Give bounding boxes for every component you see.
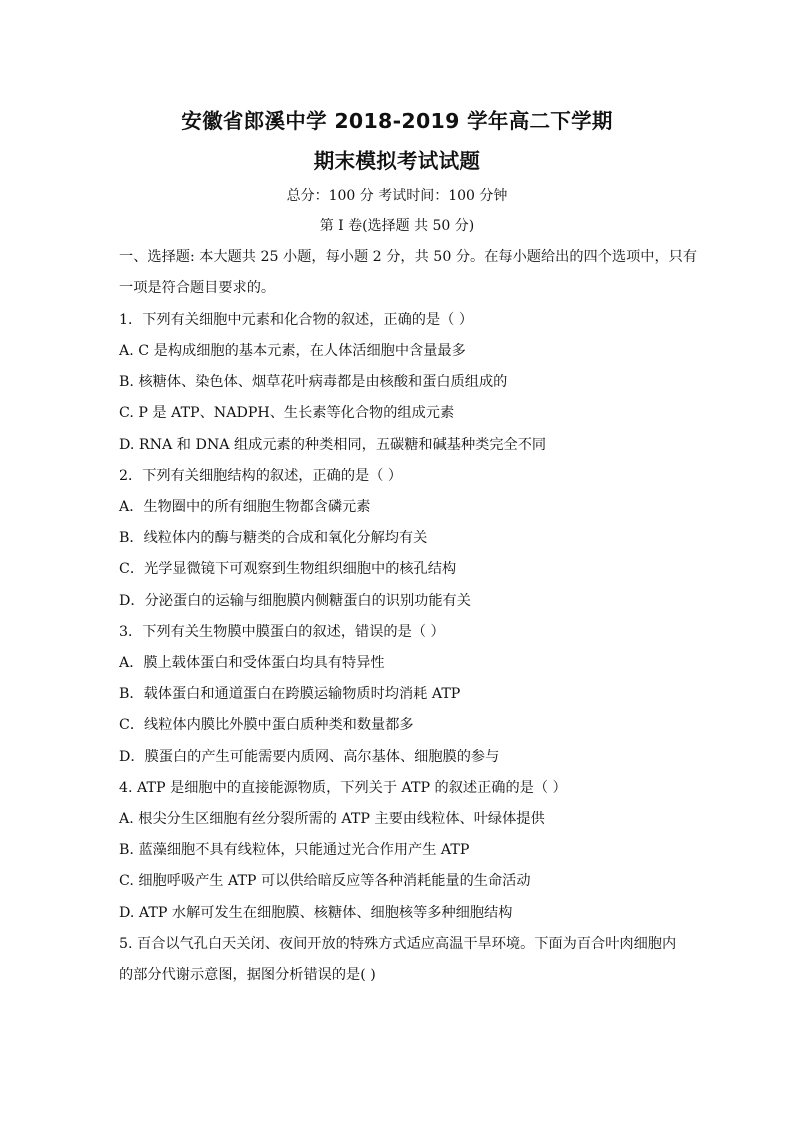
exam-info: 总分：100 分 考试时间：100 分钟 bbox=[286, 188, 508, 204]
option-b: B. 核糖体、染色体、烟草花叶病毒都是由核酸和蛋白质组成的 bbox=[119, 374, 508, 390]
question-stem: 2．下列有关细胞结构的叙述，正确的是（ ） bbox=[119, 468, 403, 484]
question-stem-continued: 的部分代谢示意图，据图分析错误的是( ) bbox=[119, 967, 376, 983]
option-c: C．线粒体内膜比外膜中蛋白质种类和数量都多 bbox=[119, 717, 414, 733]
question-stem: 1．下列有关细胞中元素和化合物的叙述，正确的是（ ） bbox=[119, 312, 474, 328]
exam-subtitle: 期末模拟考试试题 bbox=[313, 149, 481, 173]
option-d: D．膜蛋白的产生可能需要内质网、高尔基体、细胞膜的参与 bbox=[119, 749, 500, 765]
option-d: D. RNA 和 DNA 组成元素的种类相同，五碳糖和碱基种类完全不同 bbox=[119, 437, 547, 453]
question-stem: 3．下列有关生物膜中膜蛋白的叙述，错误的是（ ） bbox=[119, 624, 445, 640]
option-a: A．生物圈中的所有细胞生物都含磷元素 bbox=[119, 499, 371, 515]
option-b: B. 蓝藻细胞不具有线粒体，只能通过光合作用产生 ATP bbox=[119, 842, 470, 858]
option-a: A．膜上载体蛋白和受体蛋白均具有特异性 bbox=[119, 655, 385, 671]
option-b: B．线粒体内的酶与糖类的合成和氧化分解均有关 bbox=[119, 530, 428, 546]
instructions-line: 一项是符合题目要求的。 bbox=[119, 280, 276, 296]
option-a: A. 根尖分生区细胞有丝分裂所需的 ATP 主要由线粒体、叶绿体提供 bbox=[119, 811, 545, 827]
exam-title: 安徽省郎溪中学 2018-2019 学年高二下学期 bbox=[181, 109, 613, 133]
option-c: C. P 是 ATP、NADPH、生长素等化合物的组成元素 bbox=[119, 405, 455, 421]
option-d: D. ATP 水解可发生在细胞膜、核糖体、细胞核等多种细胞结构 bbox=[119, 905, 513, 921]
question-stem: 4. ATP 是细胞中的直接能源物质，下列关于 ATP 的叙述正确的是（ ） bbox=[119, 780, 567, 796]
question-stem: 5. 百合以气孔白天关闭、夜间开放的特殊方式适应高温干旱环境。下面为百合叶肉细胞内 bbox=[119, 936, 677, 952]
option-d: D．分泌蛋白的运输与细胞膜内侧糖蛋白的识别功能有关 bbox=[119, 593, 471, 609]
instructions-line: 一、选择题: 本大题共 25 小题，每小题 2 分，共 50 分。在每小题给出的四个选项中，只有 bbox=[119, 249, 698, 265]
section-heading: 第 I 卷(选择题 共 50 分) bbox=[319, 218, 475, 234]
option-a: A. C 是构成细胞的基本元素，在人体活细胞中含量最多 bbox=[119, 343, 466, 359]
option-b: B．载体蛋白和通道蛋白在跨膜运输物质时均消耗 ATP bbox=[119, 686, 461, 702]
option-c: C. 细胞呼吸产生 ATP 可以供给暗反应等各种消耗能量的生命活动 bbox=[119, 873, 531, 889]
option-c: C．光学显微镜下可观察到生物组织细胞中的核孔结构 bbox=[119, 561, 457, 577]
